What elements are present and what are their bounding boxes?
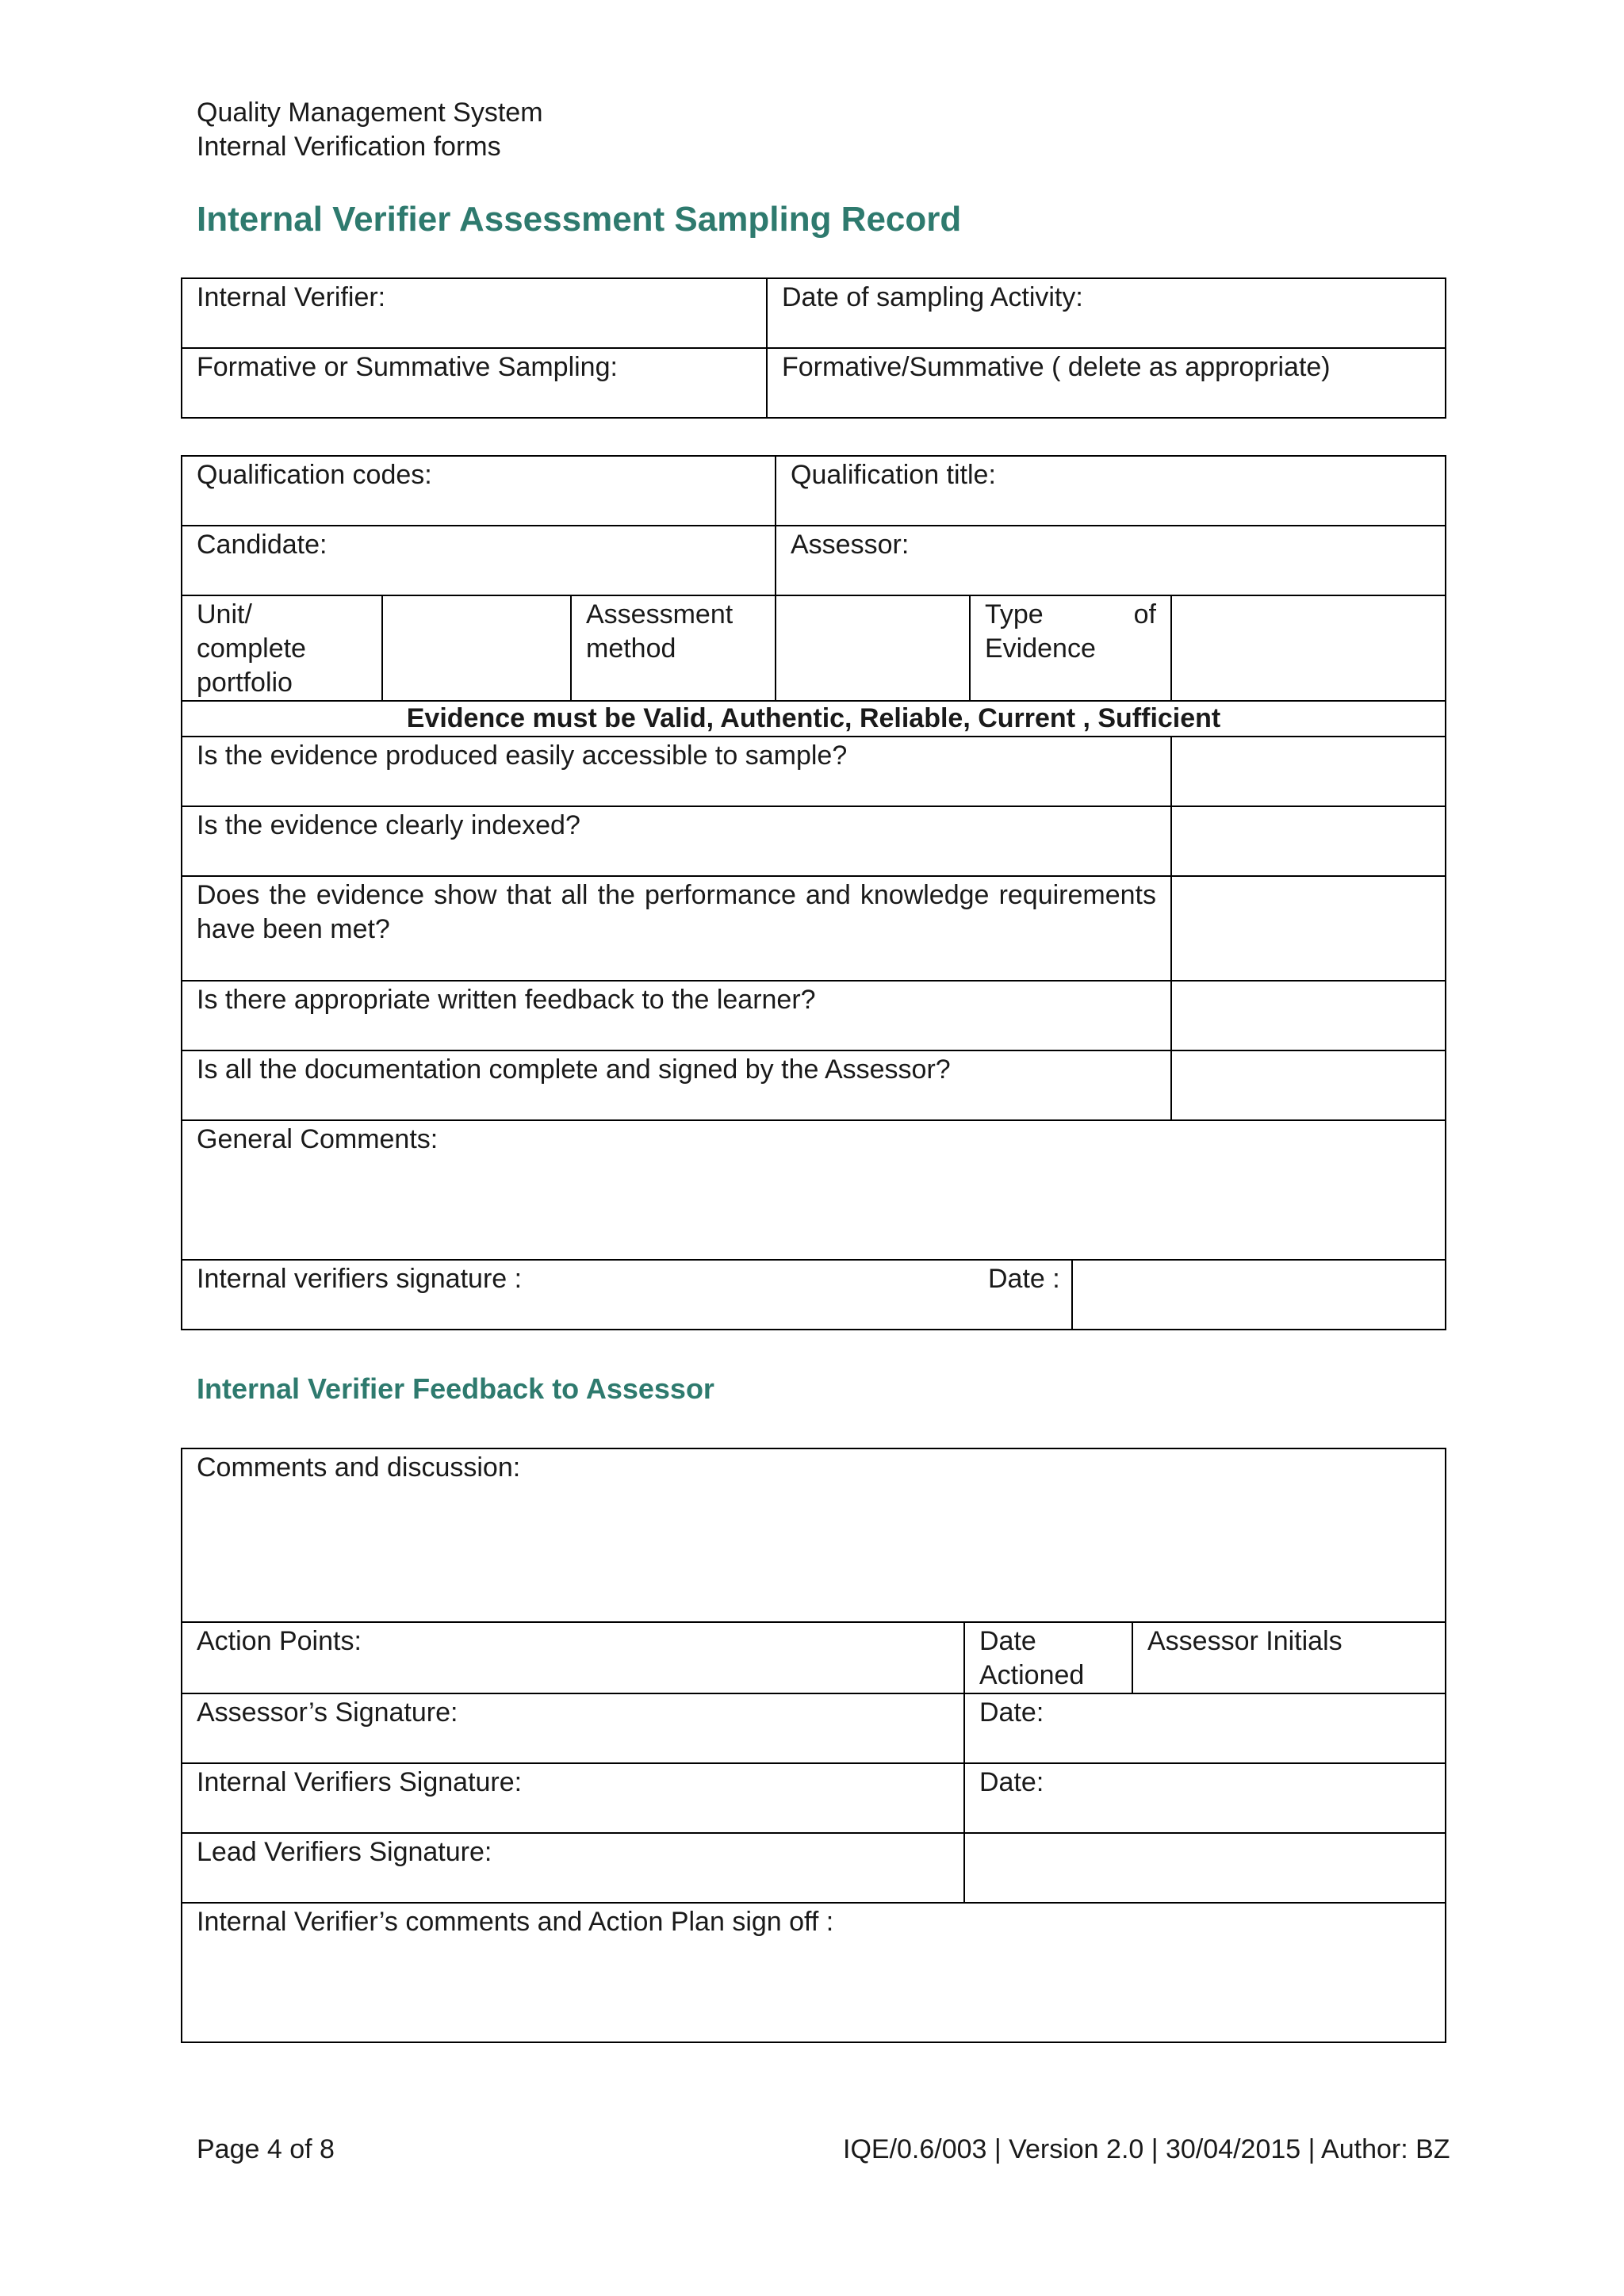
iv-date-label-2: Date: [979, 1767, 1044, 1797]
unit-portfolio-input[interactable] [382, 595, 571, 701]
unit-portfolio-label-line1: Unit/ complete [197, 599, 306, 664]
assessment-method-label-line2: method [586, 633, 676, 664]
sampling-type-label: Formative or Summative Sampling: [197, 352, 618, 382]
lead-verifier-signature-input[interactable] [964, 1833, 1446, 1903]
iv-comments-signoff-field[interactable] [182, 1903, 1446, 2042]
question-row-3 [182, 876, 1171, 981]
question-text: Is the evidence produced easily accessible to sample? [197, 740, 848, 771]
question-answer-3[interactable] [1171, 876, 1446, 981]
internal-verifier-label: Internal Verifier: [197, 282, 386, 312]
assessor-field[interactable] [776, 526, 1446, 595]
candidate-label: Candidate: [197, 530, 327, 560]
question-text: Is the evidence clearly indexed? [197, 810, 580, 840]
qualification-title-field[interactable] [776, 456, 1446, 526]
assessor-initials-field[interactable] [1132, 1622, 1446, 1693]
action-points-label: Action Points: [197, 1626, 362, 1656]
assessment-method-input[interactable] [776, 595, 970, 701]
sampling-info-table [181, 277, 1446, 419]
question-answer-2[interactable] [1171, 806, 1446, 876]
iv-comments-signoff-label: Internal Verifier’s comments and Action Plan sign off : [197, 1907, 834, 1937]
action-points-field[interactable] [182, 1622, 964, 1693]
assessment-method-cell [571, 595, 776, 701]
iv-date-label: Date : [988, 1264, 1060, 1294]
question-row-4 [182, 981, 1171, 1050]
general-comments-field[interactable] [182, 1120, 1446, 1260]
iv-signature-field-2[interactable] [182, 1763, 964, 1833]
sampling-type-field[interactable] [767, 348, 1446, 418]
section-title-feedback: Internal Verifier Feedback to Assessor [197, 1372, 714, 1405]
qualification-codes-label: Qualification codes: [197, 460, 432, 490]
type-evidence-cell [970, 595, 1171, 701]
assessor-signature-field[interactable] [182, 1693, 964, 1763]
question-row-1 [182, 737, 1171, 806]
question-answer-5[interactable] [1171, 1050, 1446, 1120]
evidence-criteria-text: Evidence must be Valid, Authentic, Reliable, Current , Sufficient [406, 703, 1221, 733]
evidence-criteria-banner [182, 701, 1446, 737]
footer-doc-info: IQE/0.6/003 | Version 2.0 | 30/04/2015 | Author: BZ [843, 2134, 1450, 2164]
date-actioned-label-line1: Date [979, 1626, 1036, 1656]
assessment-method-label-line1: Assessment [586, 599, 733, 629]
footer-page-number: Page 4 of 8 [197, 2134, 335, 2164]
iv-signature-label: Internal verifiers signature : [197, 1264, 523, 1294]
iv-date-field[interactable] [988, 1260, 1446, 1330]
unit-portfolio-label-line2: portfolio [197, 668, 293, 698]
sampling-type-cell [182, 348, 767, 418]
sampling-type-value: Formative/Summative ( delete as appropriate) [782, 352, 1331, 382]
general-comments-label: General Comments: [197, 1124, 439, 1154]
assessor-date-label: Date: [979, 1697, 1044, 1728]
header-line-1: Quality Management System [197, 98, 543, 128]
date-sampling-label: Date of sampling Activity: [782, 282, 1083, 312]
question-answer-1[interactable] [1171, 737, 1446, 806]
comments-discussion-label: Comments and discussion: [197, 1452, 521, 1483]
assessor-label: Assessor: [791, 530, 910, 560]
section-title-sampling-record: Internal Verifier Assessment Sampling Record [197, 200, 962, 239]
iv-signature-label-2: Internal Verifiers Signature: [197, 1767, 523, 1797]
assessor-date-field[interactable] [964, 1693, 1446, 1763]
question-text: Does the evidence show that all the performance and knowledge requirements have been met? [197, 880, 1156, 944]
iv-date-field-2[interactable] [964, 1763, 1446, 1833]
question-text: Is there appropriate written feedback to the learner? [197, 985, 816, 1015]
internal-verifier-field[interactable] [182, 278, 767, 348]
assessor-signature-label: Assessor’s Signature: [197, 1697, 458, 1728]
question-row-5 [182, 1050, 1171, 1120]
type-evidence-input[interactable] [1171, 595, 1446, 701]
date-sampling-field[interactable] [767, 278, 1446, 348]
date-actioned-label-line2: Actioned [979, 1660, 1085, 1690]
header-line-2: Internal Verification forms [197, 132, 501, 162]
evidence-check-table [181, 455, 1446, 1330]
unit-portfolio-cell [182, 595, 382, 701]
comments-discussion-field[interactable] [182, 1448, 1446, 1622]
type-evidence-label-line2: Evidence [985, 633, 1096, 664]
question-answer-4[interactable] [1171, 981, 1446, 1050]
lead-verifier-signature-label: Lead Verifiers Signature: [197, 1837, 492, 1867]
assessor-initials-label: Assessor Initials [1147, 1626, 1342, 1656]
date-actioned-field[interactable] [964, 1622, 1132, 1693]
lead-verifier-signature-field[interactable] [182, 1833, 964, 1903]
candidate-field[interactable] [182, 526, 776, 595]
question-row-2 [182, 806, 1171, 876]
qualification-title-label: Qualification title: [791, 460, 996, 490]
feedback-table [181, 1448, 1446, 2043]
qualification-codes-field[interactable] [182, 456, 776, 526]
question-text: Is all the documentation complete and signed by the Assessor? [197, 1054, 951, 1085]
type-evidence-label-line1: Type of [985, 599, 1156, 629]
